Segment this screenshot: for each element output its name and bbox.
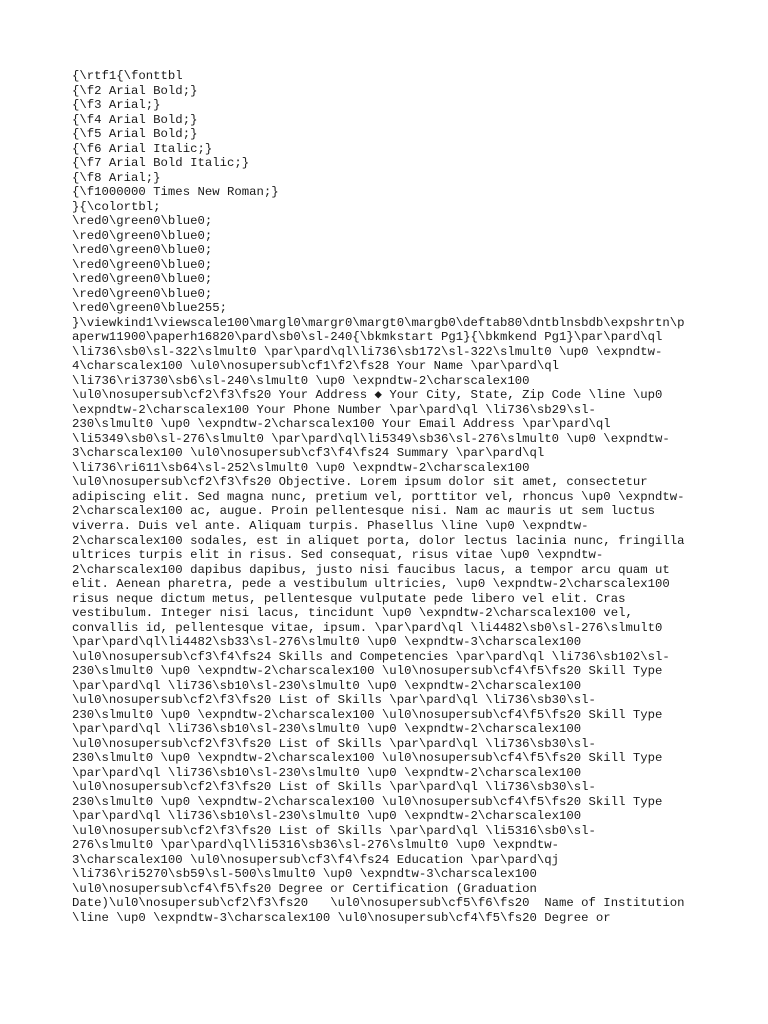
text-line: \ul0\nosupersub\cf2\f3\fs20 List of Skills \par\pard\ql \li736\sb30\sl- [72, 693, 596, 708]
text-line: \par\pard\ql\li4482\sb33\sl-276\slmult0 \up0 \expndtw-3\charscalex100 [72, 635, 582, 650]
text-line: \red0\green0\blue0; [72, 214, 213, 229]
text-line: \par\pard\ql \li736\sb10\sl-230\slmult0 \up0 \expndtw-2\charscalex100 [72, 809, 582, 824]
text-line: \ul0\nosupersub\cf3\f4\fs24 Skills and Competencies \par\pard\ql \li736\sb102\sl- [72, 649, 670, 664]
text-line: \ul0\nosupersub\cf2\f3\fs20 List of Skills \par\pard\ql \li736\sb30\sl- [72, 780, 596, 795]
text-line: convallis id, pellentesque vitae, ipsum. \par\pard\ql \li4482\sb0\sl-276\slmult0 [72, 620, 663, 635]
text-line: ultrices turpis elit in risus. Sed consequat, risus vitae \up0 \expndtw- [72, 548, 604, 563]
text-line: \line \up0 \expndtw-3\charscalex100 \ul0\nosupersub\cf4\f5\fs20 Degree or [72, 910, 611, 925]
text-line: \ul0\nosupersub\cf2\f3\fs20 List of Skills \par\pard\ql \li5316\sb0\sl- [72, 823, 596, 838]
text-line: 3\charscalex100 \ul0\nosupersub\cf3\f4\fs24 Education \par\pard\qj [72, 852, 560, 867]
text-line: \red0\green0\blue0; [72, 286, 213, 301]
text-line: vestibulum. Integer nisi lacus, tincidunt \up0 \expndtw-2\charscalex100 vel, [72, 606, 633, 621]
text-line: 276\slmult0 \par\pard\ql\li5316\sb36\sl-276\slmult0 \up0 \expndtw- [72, 838, 560, 853]
text-line: \li5349\sb0\sl-276\slmult0 \par\pard\ql\li5349\sb36\sl-276\slmult0 \up0 \expndtw- [72, 431, 670, 446]
text-line: \li736\ri5270\sb59\sl-500\slmult0 \up0 \expndtw-3\charscalex100 [72, 867, 537, 882]
text-line: \par\pard\ql \li736\sb10\sl-230\slmult0 \up0 \expndtw-2\charscalex100 [72, 678, 582, 693]
text-line: \red0\green0\blue255; [72, 301, 227, 316]
text-line: 230\slmult0 \up0 \expndtw-2\charscalex100 Your Email Address \par\pard\ql [72, 417, 611, 432]
text-line: \expndtw-2\charscalex100 Your Phone Number \par\pard\ql \li736\sb29\sl- [72, 402, 596, 417]
text-line: {\f7 Arial Bold Italic;} [72, 156, 250, 171]
text-line: {\f1000000 Times New Roman;} [72, 185, 279, 200]
text-line: \red0\green0\blue0; [72, 243, 213, 258]
text-line: 230\slmult0 \up0 \expndtw-2\charscalex100 \ul0\nosupersub\cf4\f5\fs20 Skill Type [72, 664, 663, 679]
text-line: Date)\ul0\nosupersub\cf2\f3\fs20 \ul0\nosupersub\cf5\f6\fs20 Name of Institution [72, 896, 685, 911]
rtf-source-text [72, 69, 712, 925]
text-line: {\f2 Arial Bold;} [72, 83, 198, 98]
text-line: \par\pard\ql \li736\sb10\sl-230\slmult0 \up0 \expndtw-2\charscalex100 [72, 765, 582, 780]
text-line: \li736\ri3730\sb6\sl-240\slmult0 \up0 \expndtw-2\charscalex100 [72, 373, 530, 388]
text-line: {\f3 Arial;} [72, 98, 161, 113]
text-line: \par\pard\ql \li736\sb10\sl-230\slmult0 \up0 \expndtw-2\charscalex100 [72, 722, 582, 737]
text-line: \ul0\nosupersub\cf4\f5\fs20 Degree or Certification (Graduation [72, 881, 537, 896]
text-line: 230\slmult0 \up0 \expndtw-2\charscalex100 \ul0\nosupersub\cf4\f5\fs20 Skill Type [72, 707, 663, 722]
text-line: 2\charscalex100 sodales, est in aliquet porta, dolor lectus lacinia nunc, fringilla [72, 533, 685, 548]
text-line: 3\charscalex100 \ul0\nosupersub\cf3\f4\fs24 Summary \par\pard\ql [72, 446, 545, 461]
text-line: viverra. Duis vel ante. Aliquam turpis. Phasellus \line \up0 \expndtw- [72, 518, 589, 533]
text-line: aperw11900\paperh16820\pard\sb0\sl-240{\bkmkstart Pg1}{\bkmkend Pg1}\par\pard\ql [72, 330, 663, 345]
text-line: \red0\green0\blue0; [72, 272, 213, 287]
text-line: \li736\sb0\sl-322\slmult0 \par\pard\ql\li736\sb172\sl-322\slmult0 \up0 \expndtw- [72, 344, 663, 359]
text-line: 2\charscalex100 dapibus dapibus, justo nisi faucibus lacus, a tempor arcu quam ut [72, 562, 670, 577]
text-line: elit. Aenean pharetra, pede a vestibulum ultricies, \up0 \expndtw-2\charscalex100 [72, 577, 670, 592]
text-line: {\f4 Arial Bold;} [72, 112, 198, 127]
text-line: }{\colortbl; [72, 199, 161, 214]
text-line: {\rtf1{\fonttbl [72, 69, 183, 83]
text-line: 230\slmult0 \up0 \expndtw-2\charscalex100 \ul0\nosupersub\cf4\f5\fs20 Skill Type [72, 751, 663, 766]
text-line: \li736\ri611\sb64\sl-252\slmult0 \up0 \expndtw-2\charscalex100 [72, 460, 530, 475]
text-line: \ul0\nosupersub\cf2\f3\fs20 List of Skills \par\pard\ql \li736\sb30\sl- [72, 736, 596, 751]
text-line: adipiscing elit. Sed magna nunc, pretium vel, porttitor vel, rhoncus \up0 \expndtw- [72, 489, 685, 504]
text-line: }\viewkind1\viewscale100\margl0\margr0\margt0\margb0\deftab80\dntblnsbdb\expshrtn\p [72, 315, 685, 330]
text-line: {\f8 Arial;} [72, 170, 161, 185]
text-line: risus neque dictum metus, pellentesque vulputate pede libero vel elit. Cras [72, 591, 626, 606]
text-line: \ul0\nosupersub\cf2\f3\fs20 Your Address ◆ Your City, State, Zip Code \line \up0 [72, 388, 663, 403]
text-line: {\f6 Arial Italic;} [72, 141, 213, 156]
text-line: 230\slmult0 \up0 \expndtw-2\charscalex100 \ul0\nosupersub\cf4\f5\fs20 Skill Type [72, 794, 663, 809]
text-line: \ul0\nosupersub\cf2\f3\fs20 Objective. Lorem ipsum dolor sit amet, consectetur [72, 475, 648, 490]
text-line: \red0\green0\blue0; [72, 257, 213, 272]
text-line: {\f5 Arial Bold;} [72, 127, 198, 142]
text-line: \red0\green0\blue0; [72, 228, 213, 243]
text-line: 4\charscalex100 \ul0\nosupersub\cf1\f2\fs28 Your Name \par\pard\ql [72, 359, 560, 374]
text-line: 2\charscalex100 ac, augue. Proin pellentesque nisi. Nam ac mauris ut sem luctus [72, 504, 655, 519]
